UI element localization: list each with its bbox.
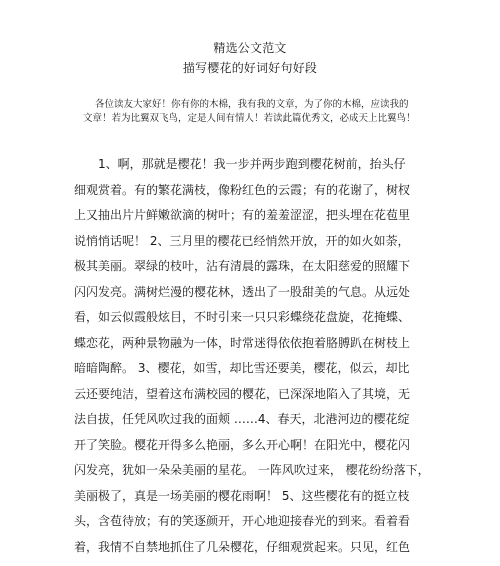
body-line: 蝶恋花，两种景物融为一体，时常迷得依依抱着胳膊趴在树枝上 (74, 335, 411, 350)
body-paragraph (74, 152, 434, 560)
intro-paragraph (83, 98, 418, 126)
body-line: 开了笑脸。樱花开得多么艳丽，多么开心啊！在阳光中，樱花闪 (74, 437, 411, 452)
body-line: 看，如云似霞般炫目，不时引来一只只彩蝶绕花盘旋，花掩蝶、 (74, 310, 411, 324)
body-line: 细观赏着。有的繁花满枝，像粉红色的云霞；有的花谢了，树杈 (74, 182, 411, 197)
body-line: 1、啊，那就是樱花！我一步并两步跑到樱花树前，抬头仔 (98, 157, 406, 171)
body-line: 上又抽出片片鲜嫩欲滴的树叶；有的羞羞涩涩，把头埋在花苞里 (74, 208, 411, 222)
document-title: 精选公文范文 (213, 41, 287, 55)
body-line: 闪闪发亮。满树烂漫的樱花林，透出了一股甜美的气息。从远处 (74, 284, 411, 299)
body-line: 闪发亮，犹如一朵朵美丽的星花。 一阵风吹过来， 樱花纷纷落下， (74, 463, 430, 477)
body-line: 暗暗陶醉。 3、樱花，如雪，却比雪还要美，樱花，似云，却比 (74, 361, 410, 375)
body-line: 说悄悄话呢！ 2、三月里的樱花已经悄然开放，开的如火如荼， (74, 233, 410, 248)
body-line: 云还要纯洁，望着这布满校园的樱花，已深深地陷入了其境，无 (74, 386, 411, 401)
intro-line: 文章！若为比翼双飞鸟，定是人间有情人！若读此篇优秀文，必成天上比翼鸟！ (83, 113, 416, 124)
body-line: 法自拔，任凭风吹过我的面颊 ……4、春天，北港河边的樱花绽 (74, 412, 410, 426)
body-line: 着，我情不自禁地抓住了几朵樱花，仔细观赏起来。只见，红色 (74, 539, 411, 554)
title-block (0, 38, 500, 78)
intro-line: 各位读友大家好！你有你的木棉，我有我的文章，为了你的木棉，应读我的 (95, 99, 409, 110)
body-line: 美丽极了，真是一场美丽的樱花雨啊！ 5、这些樱花有的挺立枝 (74, 488, 410, 503)
document-subtitle: 描写樱花的好词好句好段 (182, 61, 318, 75)
body-line: 极其美丽。翠绿的枝叶，沾有清晨的露珠，在太阳慈爱的照耀下 (74, 259, 411, 273)
body-line: 头，含苞待放；有的笑逐颜开，开心地迎接春光的到来。看着看 (74, 514, 411, 528)
